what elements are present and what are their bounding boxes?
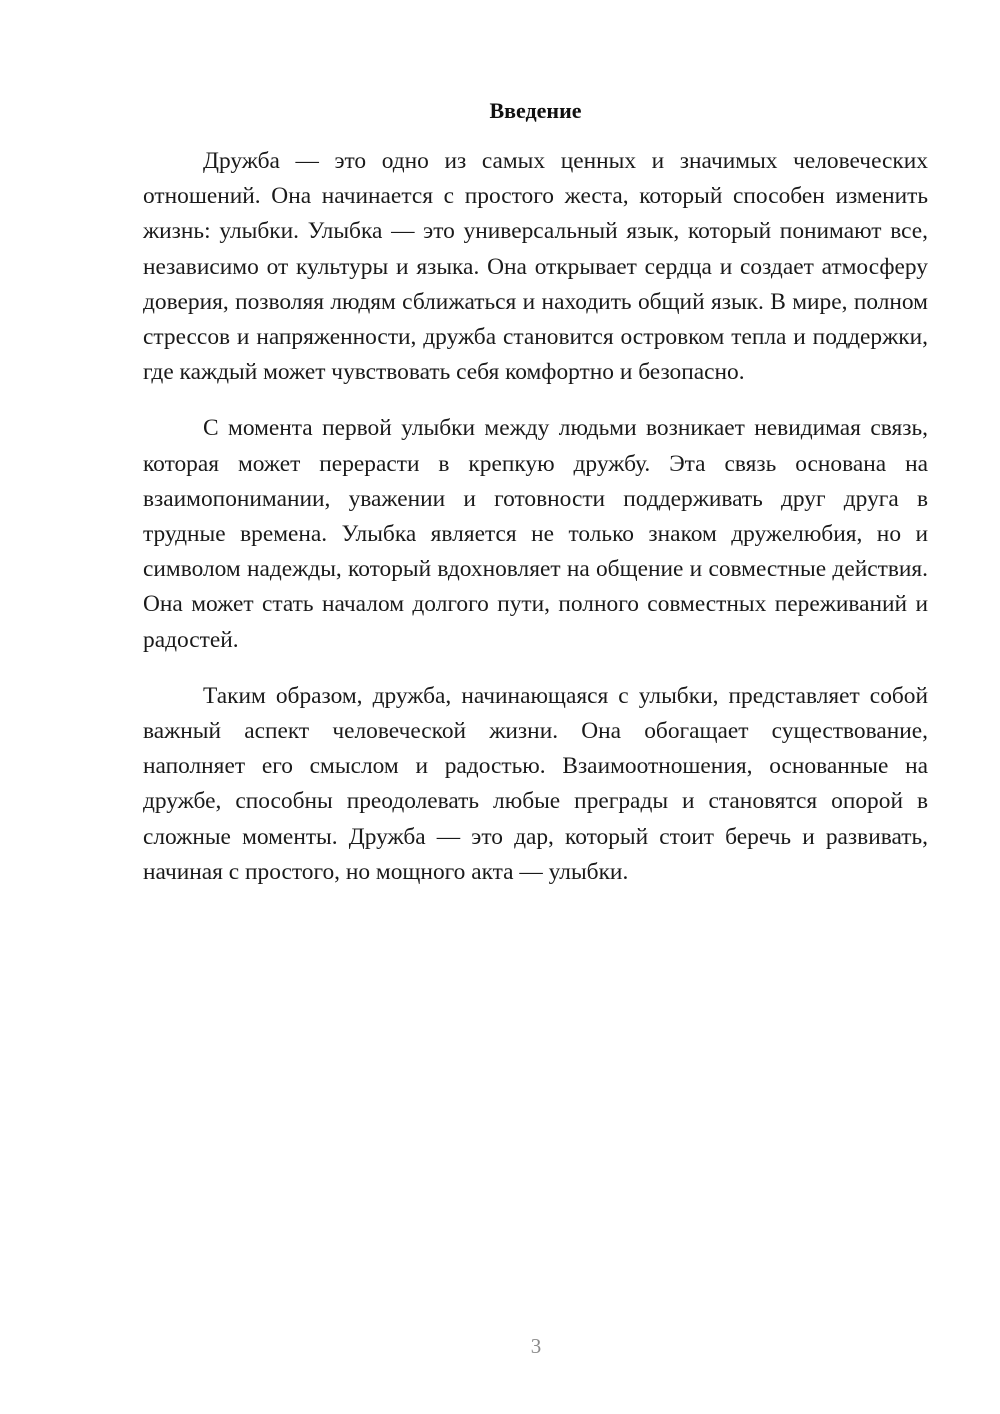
paragraph-3: Таким образом, дружба, начинающаяся с улыбки, представляет собой важный аспект человеческой жизни. Она обогащает существование, наполняет его смыслом и радостью. Взаимоотношения, основанные на дружбе, способны преодолевать любые преграды и становятся опорой в сложные моменты. Дружба — это дар, который стоит беречь и развивать, начиная с простого, но мощного акта — улыбки. — [143, 682, 928, 885]
page-content — [143, 95, 928, 911]
paragraph-2: С момента первой улыбки между людьми возникает невидимая связь, которая может перерасти в крепкую дружбу. Эта связь основана на взаимопонимании, уважении и готовности поддерживать друг друга в трудные времена. Улыбка является не только знаком дружелюбия, но и символом надежды, который вдохновляет на общение и совместные действия. Она может стать началом долгого пути, полного совместных переживаний и радостей. — [143, 415, 928, 653]
page-number: 3 — [530, 1334, 542, 1358]
section-heading: Введение — [489, 98, 582, 123]
paragraph-1: Дружба — это одно из самых ценных и значимых человеческих отношений. Она начинается с простого жеста, который способен изменить жизнь: улыбки. Улыбка — это универсальный язык, который понимают все, независимо от культуры и языка. Она открывает сердца и создает атмосферу доверия, позволяя людям сближаться и находить общий язык. В мире, полном стрессов и напряженности, дружба становится островком тепла и поддержки, где каждый может чувствовать себя комфортно и безопасно. — [143, 148, 928, 386]
